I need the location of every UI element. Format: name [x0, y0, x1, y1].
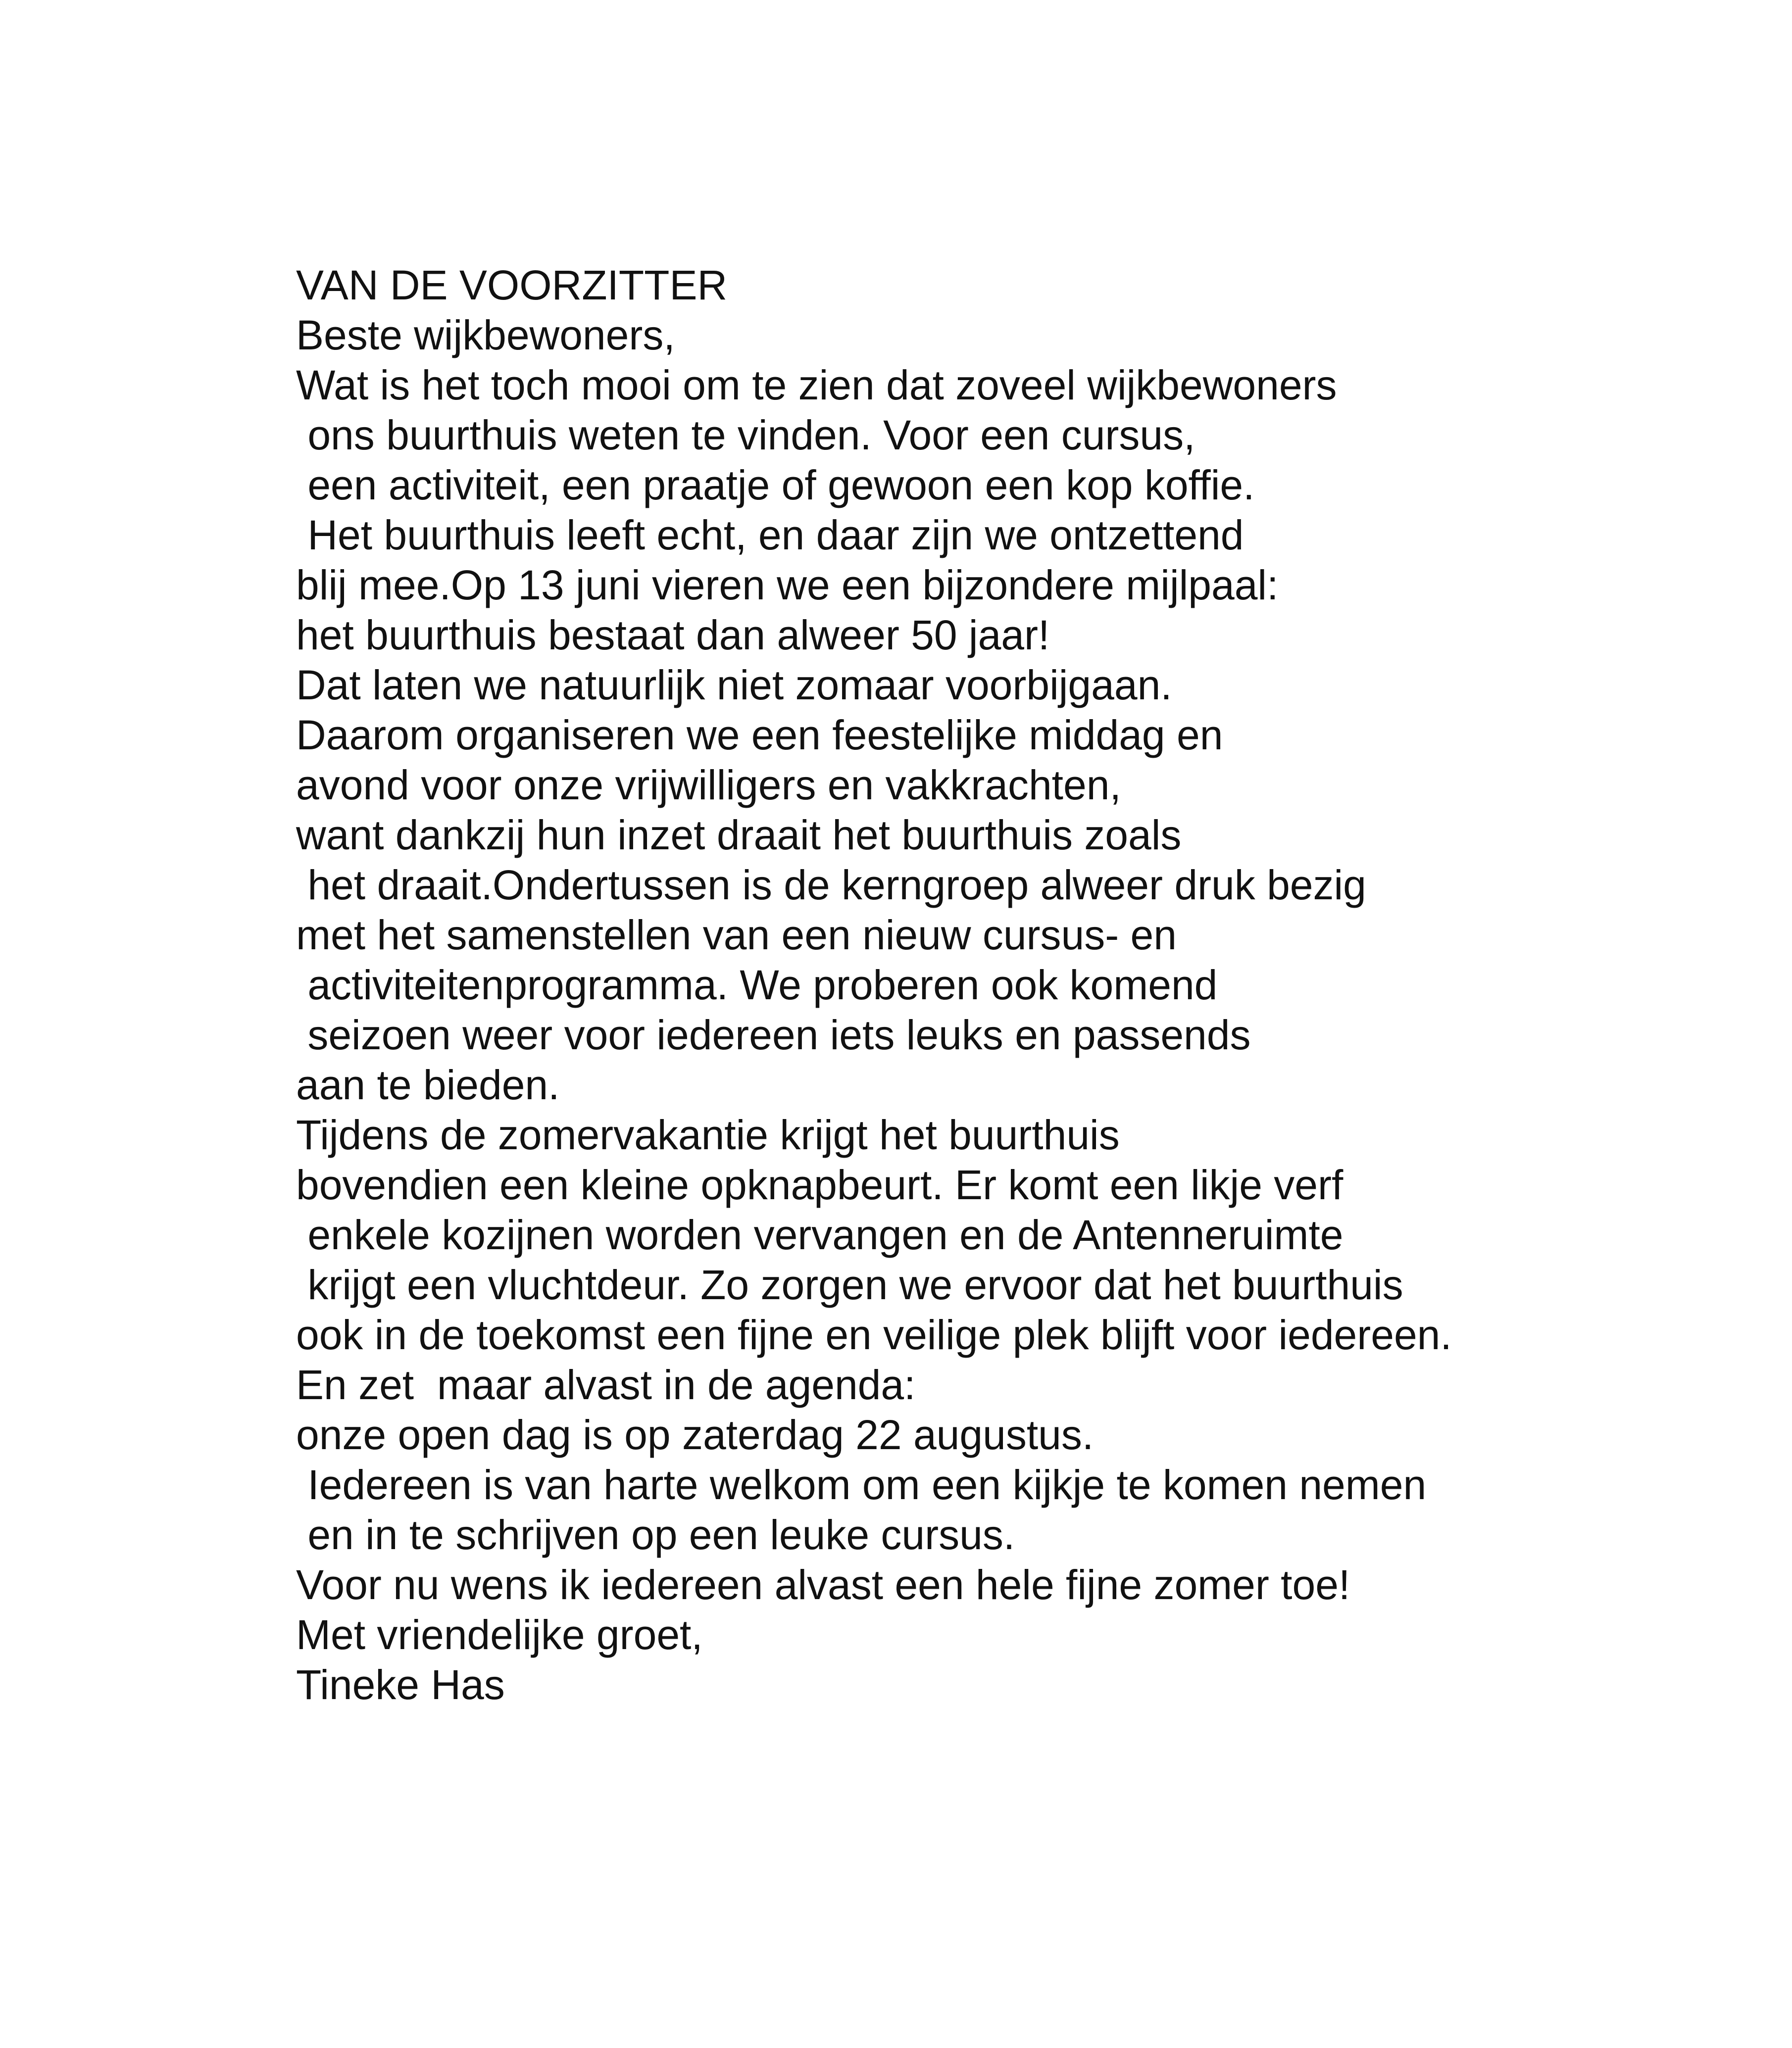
text-line: het buurthuis bestaat dan alweer 50 jaar!: [296, 612, 1050, 658]
text-line: ons buurthuis weten te vinden. Voor een cursus,: [296, 412, 1195, 458]
text-line: activiteitenprogramma. We proberen ook komend: [296, 962, 1218, 1008]
text-line: het draait.Ondertussen is de kerngroep alweer druk bezig: [296, 862, 1366, 908]
text-line: want dankzij hun inzet draait het buurthuis zoals: [296, 812, 1182, 858]
text-line: Wat is het toch mooi om te zien dat zoveel wijkbewoners: [296, 362, 1337, 408]
text-line: onze open dag is op zaterdag 22 augustus.: [296, 1412, 1094, 1458]
text-line: een activiteit, een praatje of gewoon een kop koffie.: [296, 462, 1255, 508]
letter-title: VAN DE VOORZITTER: [296, 262, 728, 308]
text-line: Tijdens de zomervakantie krijgt het buurthuis: [296, 1112, 1120, 1158]
text-line: En zet maar alvast in de agenda:: [296, 1362, 916, 1408]
text-line: Dat laten we natuurlijk niet zomaar voorbijgaan.: [296, 662, 1172, 708]
text-line: seizoen weer voor iedereen iets leuks en passends: [296, 1012, 1251, 1058]
text-line: avond voor onze vrijwilligers en vakkrachten,: [296, 762, 1121, 808]
text-line: ook in de toekomst een fijne en veilige plek blijft voor iedereen.: [296, 1312, 1452, 1358]
closing-line: Met vriendelijke groet,: [296, 1611, 703, 1658]
text-line: Het buurthuis leeft echt, en daar zijn we ontzettend: [296, 512, 1244, 558]
text-line: met het samenstellen van een nieuw cursus- en: [296, 912, 1177, 958]
text-line: Beste wijkbewoners,: [296, 312, 675, 358]
text-line: Voor nu wens ik iedereen alvast een hele fijne zomer toe!: [296, 1561, 1350, 1608]
text-line: Daarom organiseren we een feestelijke middag en: [296, 712, 1223, 758]
text-line: enkele kozijnen worden vervangen en de Antenneruimte: [296, 1212, 1344, 1258]
text-line: en in te schrijven op een leuke cursus.: [296, 1512, 1015, 1558]
letter-text: [296, 260, 1732, 1710]
text-line: bovendien een kleine opknapbeurt. Er komt een likje verf: [296, 1162, 1344, 1208]
signature: Tineke Has: [296, 1661, 505, 1708]
text-line: krijgt een vluchtdeur. Zo zorgen we ervoor dat het buurthuis: [296, 1262, 1403, 1308]
text-line: aan te bieden.: [296, 1062, 560, 1108]
text-line: blij mee.Op 13 juni vieren we een bijzondere mijlpaal:: [296, 562, 1279, 608]
text-line: Iedereen is van harte welkom om een kijkje te komen nemen: [296, 1462, 1427, 1508]
